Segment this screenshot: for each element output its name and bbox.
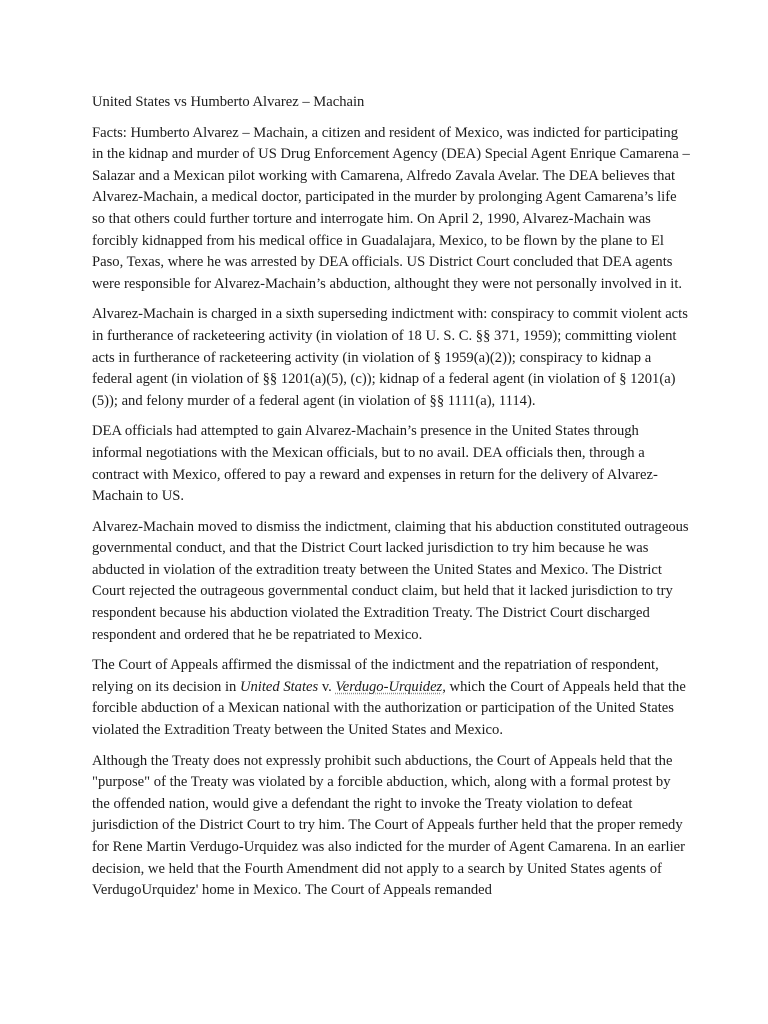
paragraph-facts: Facts: Humberto Alvarez – Machain, a citizen and resident of Mexico, was indicted for participating in the kidnap and murder of US Drug Enforcement Agency (DEA) Special Agent Enrique Camarena – Salazar and a Mexican pilot working with Camarena, Alfredo Zavala Avelar. The DEA believes that Alvarez-Machain, a medical doctor, participated in the murder by prolonging Agent Camarena’s life so that others could further torture and interrogate him. On April 2, 1990, Alvarez-Machain was forcibly kidnapped from his medical office in Guadalajara, Mexico, to be flown by the plane to El Paso, Texas, where he was arrested by DEA officials. US District Court concluded that DEA agents were responsible for Alvarez-Machain’s abduction, althought they were not personally involved in it.	[92, 124, 690, 292]
paragraph-charges: Alvarez-Machain is charged in a sixth superseding indictment with: conspiracy to commit violent acts in furtherance of racketeering activity (in violation of 18 U. S. C. §§ 371, 1959); committing violent acts in furtherance of racketeering activity (in violation of § 1959(a)(2)); conspiracy to kidnap a federal agent (in violation of §§ 1201(a)(5), (c)); kidnap of a federal agent (in violation of § 1201(a)(5)); and felony murder of a federal agent (in violation of §§ 1111(a), 1114).	[92, 306, 688, 409]
case-citation-united-states: United States	[239, 678, 319, 695]
appeals-text-after: which the Court of Appeals held that the forcible abduction of a Mexican national with the authorization or participation of the United States violated the Extradition Treaty between the United States and Mexico.	[92, 678, 686, 739]
case-citation-verdugo-urquidez: Verdugo-Urquidez,	[335, 678, 446, 695]
appeals-text-before: The Court of Appeals affirmed the dismissal of the indictment and the repatriation of respondent, relying on its decision in	[92, 657, 659, 695]
paragraph-motion-to-dismiss: Alvarez-Machain moved to dismiss the indictment, claiming that his abduction constituted outrageous governmental conduct, and that the District Court lacked jurisdiction to try him because he was abducted in violation of the extradition treaty between the United States and Mexico. The District Court rejected the outrageous governmental conduct claim, but held that it lacked jurisdiction to try respondent because his abduction violated the Extradition Treaty. The District Court discharged respondent and ordered that he be repatriated to Mexico.	[92, 518, 689, 643]
document-title: United States vs Humberto Alvarez – Machain	[92, 94, 365, 110]
paragraph-dea-negotiations: DEA officials had attempted to gain Alvarez-Machain’s presence in the United States through informal negotiations with the Mexican officials, but to no avail. DEA officials then, through a contract with Mexico, offered to pay a reward and expenses in return for the delivery of Alvarez-Machain to US.	[92, 423, 658, 505]
paragraph-court-of-appeals	[92, 655, 690, 741]
paragraph-treaty-purpose: Although the Treaty does not expressly prohibit such abductions, the Court of Appeals held that the "purpose" of the Treaty was violated by a forcible abduction, which, along with a formal protest by the offended nation, would give a defendant the right to invoke the Treaty violation to defeat jurisdiction of the District Court to try him. The Court of Appeals further held that the proper remedy for Rene Martin Verdugo-Urquidez was also indicted for the murder of Agent Camarena. In an earlier decision, we held that the Fourth Amendment did not apply to a search by United States agents of VerdugoUrquidez' home in Mexico. The Court of Appeals remanded	[92, 752, 685, 899]
case-citation-versus: v.	[318, 678, 336, 695]
document-page	[92, 92, 690, 911]
